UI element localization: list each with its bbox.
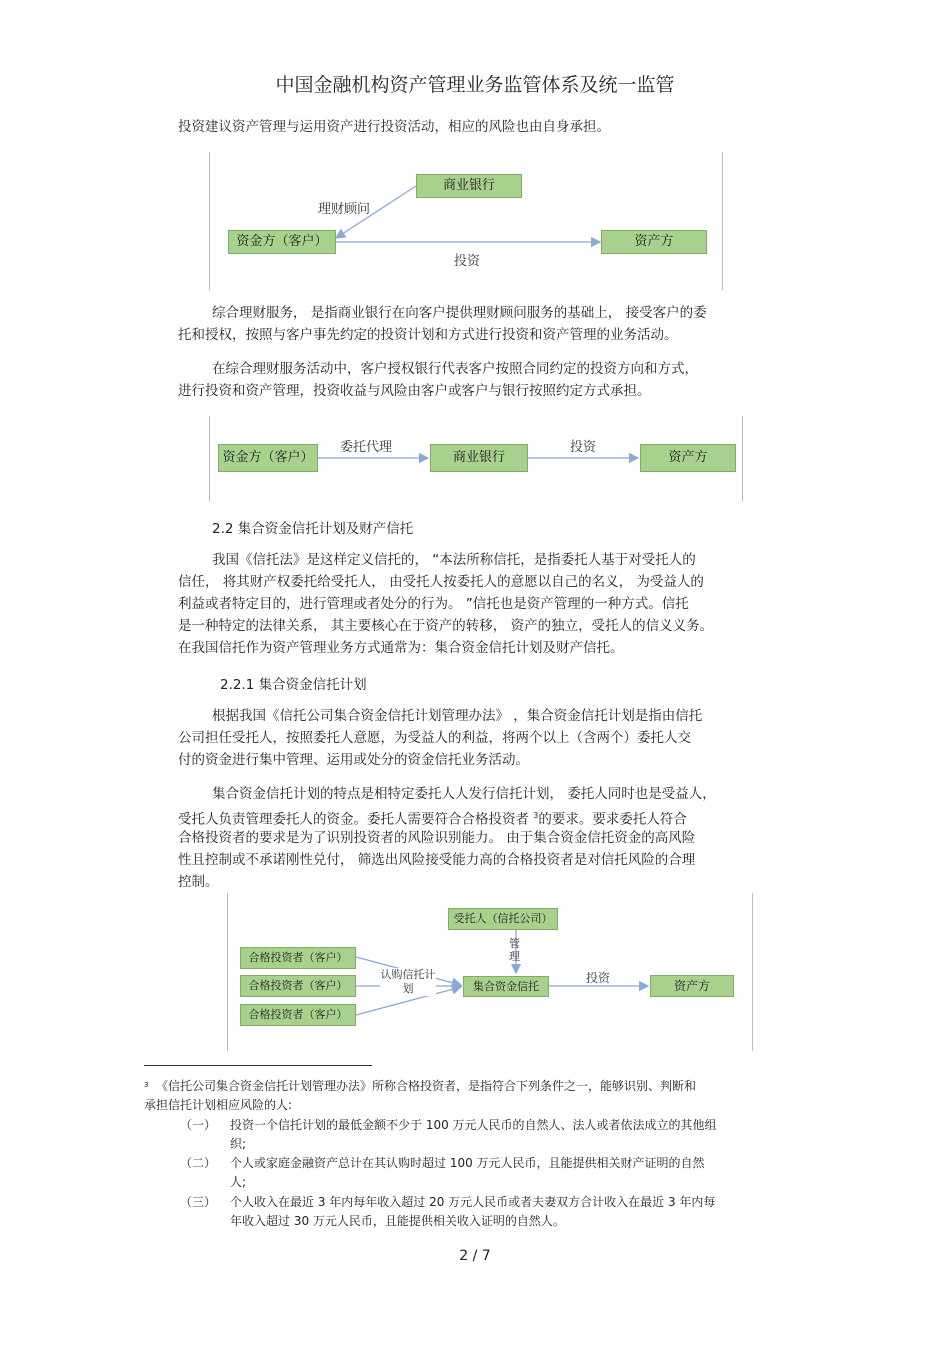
para-features-line4: 性且控制或不承诺刚性兑付， 筛选出风险接受能力高的合格投资者是对信托风险的合理 (178, 852, 696, 868)
para-regulation-line1: 根据我国《信托公司集合资金信托计划管理办法》 ，集合资金信托计划是指由信托 (212, 708, 703, 724)
box-asset-side: 资产方 (650, 975, 734, 997)
figure-advisor-diagram (209, 152, 723, 290)
label-invest: 投资 (570, 440, 597, 455)
label-invest: 投资 (586, 971, 611, 985)
para-trust-law-line3: 利益或者特定目的，进行管理或者处分的行为。 ”信托也是资产管理的一种方式。信托 (178, 596, 689, 612)
intro-line: 投资建议资产管理与运用资产进行投资活动，相应的风险也由自身承担。 (178, 119, 610, 135)
label-financial-advisor: 理财顾问 (318, 202, 371, 217)
box-client: 资金方（客户） (228, 230, 336, 254)
footnote-mark: 3 (144, 1081, 149, 1089)
footnote-item-2-num: （二） (180, 1156, 217, 1170)
page-number: 2 / 7 (459, 1248, 491, 1264)
footnote-item-1-line1: 投资一个信托计划的最低金额不少于 100 万元人民币的自然人、法人或者依法成立的其他组 (230, 1118, 717, 1132)
box-commercial-bank: 商业银行 (416, 174, 522, 198)
para-regulation-line3: 付的资金进行集中管理、运用或处分的资金信托业务活动。 (178, 752, 529, 768)
para-activity-line1: 在综合理财服务活动中，客户授权银行代表客户按照合同约定的投资方向和方式， (212, 361, 698, 377)
footnote-divider (144, 1065, 372, 1066)
para-comprehensive-line2: 托和授权，按照与客户事先约定的投资计划和方式进行投资和资产管理的业务活动。 (178, 327, 678, 343)
figure-agency-diagram (209, 416, 743, 502)
footnote-item-2-line1: 个人或家庭金融资产总计在其认购时超过 100 万元人民币，且能提供相关财产证明的自然 (230, 1156, 705, 1170)
footnote-item-3-line2: 年收入超过 30 万元人民币，且能提供相关收入证明的自然人。 (230, 1214, 565, 1228)
box-commercial-bank: 商业银行 (430, 444, 528, 472)
footnote-item-1-num: （一） (180, 1118, 217, 1132)
box-investor-3: 合格投资者（客户） (240, 1004, 356, 1026)
label-manage: 管理 (509, 937, 520, 963)
para-trust-law-line1: 我国《信托法》是这样定义信托的， “本法所称信托，是指委托人基于对受托人的 (212, 552, 696, 568)
para-comprehensive-line1: 综合理财服务， 是指商业银行在向客户提供理财顾问服务的基础上， 接受客户的委 (212, 305, 707, 321)
para-trust-law-line4: 是一种特定的法律关系， 其主要核心在于资产的转移， 资产的独立，受托人的信义义务。 (178, 618, 714, 634)
page-title: 中国金融机构资产管理业务监管体系及统一监管 (275, 74, 675, 96)
section-heading-2-2: 2.2 集合资金信托计划及财产信托 (212, 521, 414, 537)
para-trust-law-line5: 在我国信托作为资产管理业务方式通常为：集合资金信托计划及财产信托。 (178, 640, 624, 656)
footnote-ref[interactable]: 3 (533, 811, 539, 820)
footnote-line1: 《信托公司集合资金信托计划管理办法》所称合格投资者，是指符合下列条件之一，能够识别、判断和 (156, 1079, 697, 1093)
section-heading-2-2-1: 2.2.1 集合资金信托计划 (220, 677, 367, 693)
para-features-line1: 集合资金信托计划的特点是相特定委托人人发行信托计划， 委托人同时也是受益人， (212, 786, 716, 802)
label-invest: 投资 (454, 254, 481, 269)
box-investor-2: 合格投资者（客户） (240, 975, 356, 997)
figure1-arrows (210, 152, 722, 290)
footnote-item-1-line2: 织; (230, 1137, 247, 1151)
para-trust-law-line2: 信任， 将其财产权委托给受托人， 由受托人按委托人的意愿以自己的名义， 为受益人的 (178, 574, 704, 590)
footnote-line2: 承担信托计划相应风险的人: (144, 1098, 293, 1112)
box-client: 资金方（客户） (218, 444, 318, 472)
para-features-line2: 受托人负责管理委托人的资金。委托人需要符合合格投资者 $^3$的要求。要求委托人符合 (178, 811, 687, 828)
box-collective-trust: 集合资金信托 (463, 976, 549, 997)
para-regulation-line2: 公司担任受托人，按照委托人意愿，为受益人的利益，将两个以上（含两个）委托人交 (178, 730, 691, 746)
box-asset-side: 资产方 (640, 444, 736, 472)
para-activity-line2: 进行投资和资产管理，投资收益与风险由客户或客户与银行按照约定方式承担。 (178, 383, 651, 399)
label-entrust-agency: 委托代理 (340, 440, 393, 455)
box-asset-side: 资产方 (601, 230, 707, 254)
para-features-line3: 合格投资者的要求是为了识别投资者的风险识别能力。 由于集合资金信托资金的高风险 (178, 830, 696, 846)
box-trustee: 受托人（信托公司） (448, 908, 558, 930)
box-investor-1: 合格投资者（客户） (240, 947, 356, 969)
footnote-item-2-line2: 人; (230, 1175, 247, 1189)
footnote-item-3-line1: 个人收入在最近 3 年内每年收入超过 20 万元人民币或者夫妻双方合计收入在最近 3 年内每 (230, 1195, 716, 1209)
footnote-item-3-num: （三） (180, 1195, 217, 1209)
para-features-line5: 控制。 (178, 874, 219, 890)
figure-trust-plan-diagram (227, 893, 753, 1051)
label-subscribe-plan: 认购信托计划 (380, 968, 436, 995)
